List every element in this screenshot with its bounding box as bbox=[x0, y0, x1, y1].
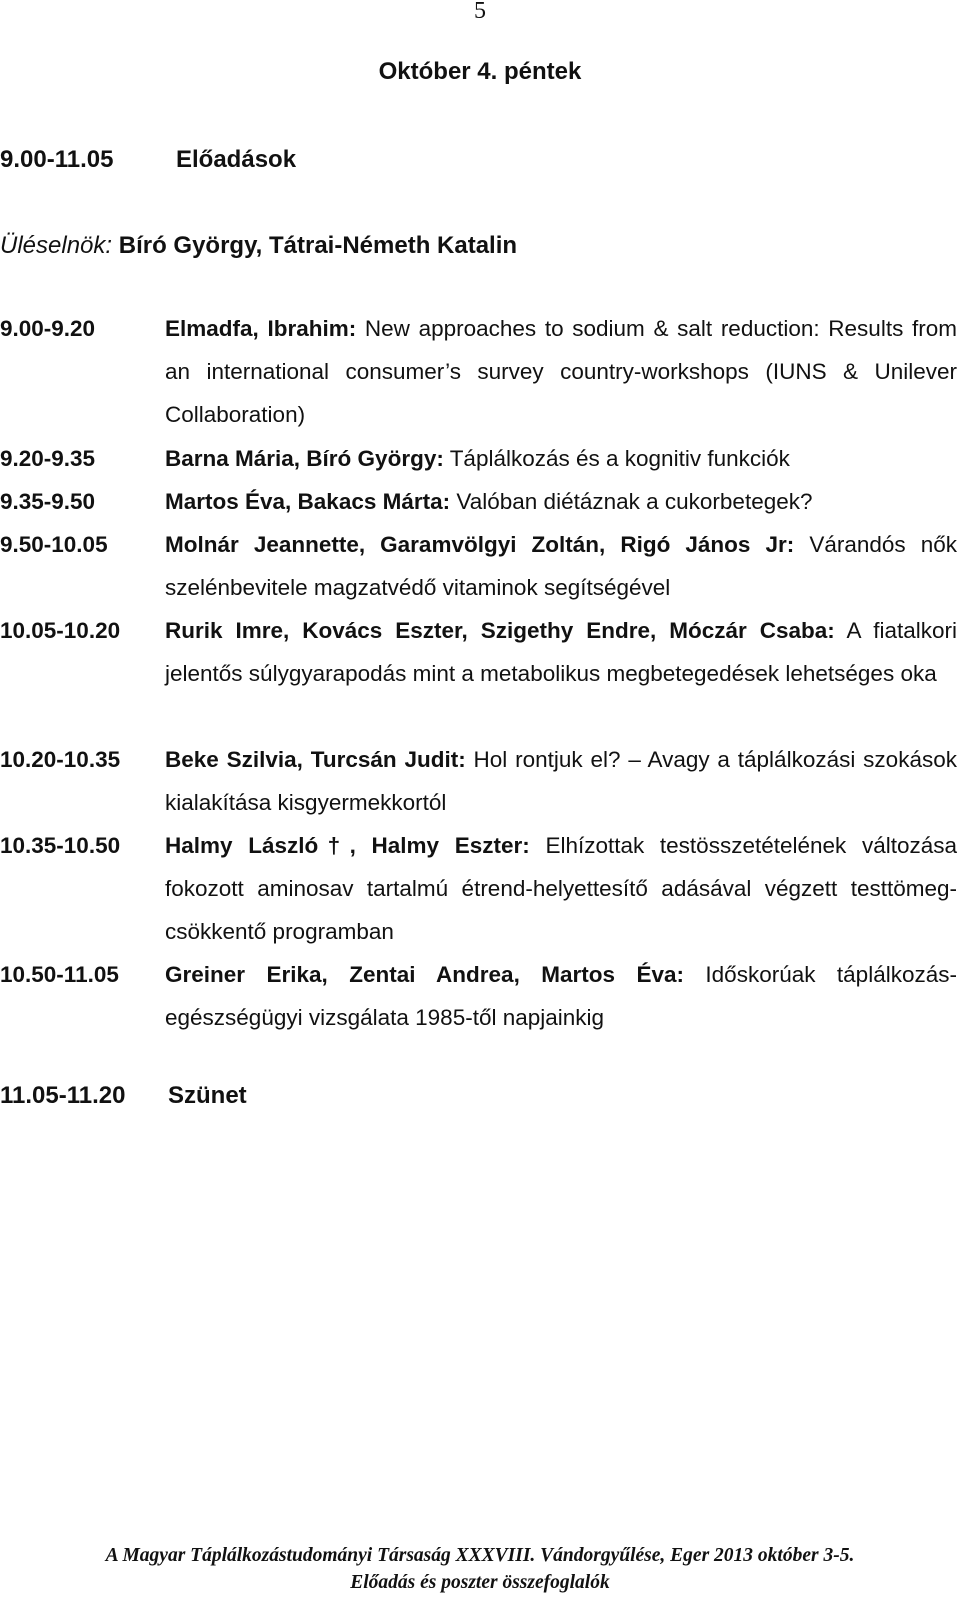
session-title: Elhízottak testösszetételének változása fokozott aminosav tartalmú étrend-helyettesítő adásával végzett testtömeg-csökkentő programban bbox=[165, 833, 957, 944]
session-title: Táplálkozás és a kognitiv funkciók bbox=[449, 446, 790, 471]
session-time: 9.50-10.05 bbox=[0, 532, 108, 557]
break-row bbox=[0, 1082, 247, 1110]
session-body bbox=[165, 523, 957, 609]
break-time: 11.05-11.20 bbox=[0, 1082, 126, 1109]
session-authors: Rurik Imre, Kovács Eszter, Szigethy Endre, Móczár Csaba: bbox=[165, 618, 835, 643]
session-authors: Barna Mária, Bíró György: bbox=[165, 446, 444, 471]
block-header bbox=[0, 146, 296, 174]
session-title: New approaches to sodium & salt reduction: Results from an international consumer’s survey country-workshops (IUNS & Unilever Collaboration) bbox=[165, 316, 957, 427]
session-body bbox=[165, 609, 957, 695]
session-body bbox=[165, 437, 957, 480]
session-authors: Elmadfa, Ibrahim: bbox=[165, 316, 357, 341]
session-body bbox=[165, 480, 957, 523]
session-time: 9.00-9.20 bbox=[0, 316, 96, 341]
session-time: 10.50-11.05 bbox=[0, 962, 119, 987]
session-time: 9.35-9.50 bbox=[0, 489, 96, 514]
session-title: A fiatalkori jelentős súlygyarapodás mint a metabolikus megbetegedések lehetséges oka bbox=[165, 618, 958, 686]
session-title: Valóban diétáznak a cukorbetegek? bbox=[456, 489, 813, 514]
session-title: Várandós nők szelénbevitele magzatvédő vitaminok segítségével bbox=[165, 532, 957, 600]
session-title: Időskorúak táplálkozás-egészségügyi vizsgálata 1985-től napjainkig bbox=[165, 962, 957, 1030]
chairs-label: Üléselnök: bbox=[0, 232, 113, 259]
session-title: Hol rontjuk el? – Avagy a táplálkozási szokások kialakítása kisgyermekkortól bbox=[165, 747, 957, 815]
session-authors: Molnár Jeannette, Garamvölgyi Zoltán, Rigó János Jr: bbox=[165, 532, 795, 557]
block-title: Előadások bbox=[176, 146, 297, 173]
session-authors: Beke Szilvia, Turcsán Judit: bbox=[165, 747, 466, 772]
session-chairs bbox=[0, 232, 517, 260]
page-number: 5 bbox=[474, 0, 486, 24]
block-time: 9.00-11.05 bbox=[0, 146, 114, 173]
session-time: 10.20-10.35 bbox=[0, 747, 121, 772]
footer-line-1: A Magyar Táplálkozástudományi Társaság XXXVIII. Vándorgyűlése, Eger 2013 október 3-5. bbox=[105, 1545, 855, 1566]
footer-line-2: Előadás és poszter összefoglalók bbox=[350, 1572, 610, 1593]
session-authors: Halmy László†, Halmy Eszter: bbox=[165, 833, 530, 858]
session-time: 10.05-10.20 bbox=[0, 618, 121, 643]
break-title: Szünet bbox=[168, 1082, 247, 1109]
session-time: 9.20-9.35 bbox=[0, 446, 96, 471]
day-title: Október 4. péntek bbox=[378, 58, 582, 85]
session-body bbox=[165, 824, 957, 953]
session-time: 10.35-10.50 bbox=[0, 833, 121, 858]
session-body bbox=[165, 307, 957, 436]
session-authors: Martos Éva, Bakacs Márta: bbox=[165, 489, 451, 514]
chairs-names: Bíró György, Tátrai-Németh Katalin bbox=[118, 232, 518, 259]
session-authors: Greiner Erika, Zentai Andrea, Martos Éva: bbox=[165, 962, 684, 987]
session-body bbox=[165, 953, 957, 1039]
session-body bbox=[165, 738, 957, 824]
page-footer bbox=[0, 1542, 960, 1596]
